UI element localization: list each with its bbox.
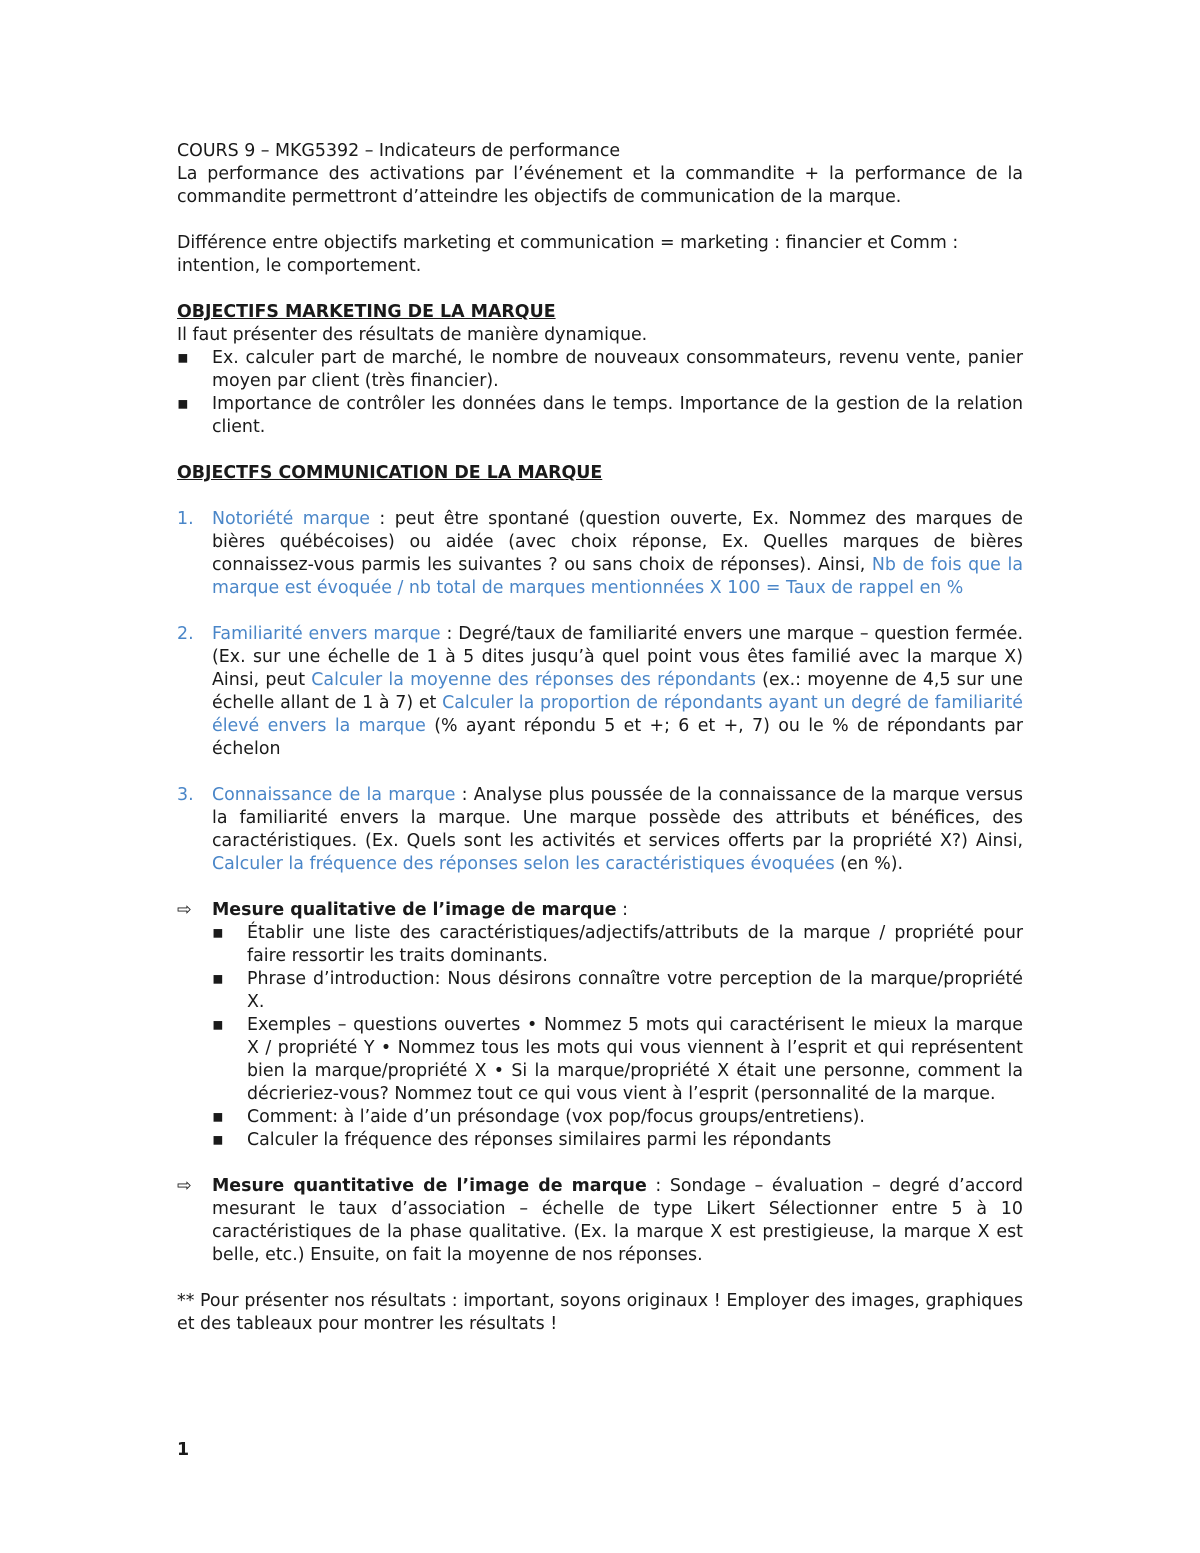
highlight-text: Nb de fois que la marque est évoquée / nb total de marques mentionnées X 100 = Taux de rappel en %: [212, 555, 1023, 598]
qualitative-bullet-item: ▪ Comment: à l’aide d’un présondage (vox pop/focus groups/entretiens).: [212, 1107, 865, 1127]
bullet-square-icon: ▪: [212, 969, 224, 989]
bullet-square-icon: ▪: [177, 348, 189, 368]
intro-paragraph: La performance des activations par l’événement et la commandite + la performance de la commandite permettront d’atteindre les objectifs de communication de la marque.: [177, 164, 1023, 207]
bullet-square-icon: ▪: [212, 1107, 224, 1127]
page-number: 1: [177, 1440, 190, 1460]
bullet-square-icon: ▪: [212, 1015, 224, 1035]
bullet-square-icon: ▪: [212, 1130, 224, 1150]
item-term: Connaissance de la marque: [212, 785, 456, 805]
quantitative-measure-paragraph: ⇨ Mesure quantitative de l’image de marque : Sondage – évaluation – degré d’accord mesurant le taux d’association – échelle de type Likert Sélectionner entre 5 à 10 caractéristiques de la phase qualitative. (Ex. la marque X est prestigieuse, la marque X est belle, etc.) Ensuite, on fait la moyenne de nos réponses.: [177, 1176, 1023, 1265]
list-number: 2.: [177, 624, 194, 644]
document-page: [177, 140, 1023, 1336]
qualitative-measure-heading: ⇨ Mesure qualitative de l’image de marque :: [177, 900, 628, 920]
marketing-heading: OBJECTIFS MARKETING DE LA MARQUE: [177, 302, 556, 322]
highlight-text: Calculer la proportion de répondants ayant un degré de familiarité élevé envers la marque: [212, 693, 1023, 736]
communication-heading: OBJECTFS COMMUNICATION DE LA MARQUE: [177, 463, 603, 483]
communication-item-familiarite: 2. Familiarité envers marque : Degré/taux de familiarité envers une marque – question fermée. (Ex. sur une échelle de 1 à 5 dites jusqu’à quel point vous êtes familié avec la marque X) Ainsi, peut Calculer la moyenne des réponses des répondants (ex.: moyenne de 4,5 sur une échelle allant de 1 à 7) et Calculer la proportion de répondants ayant un degré de familiarité élevé envers la marque (% ayant répondu 5 et +; 6 et +, 7) ou le % de répondants par échelon: [177, 624, 1024, 759]
highlight-text: Calculer la fréquence des réponses selon les caractéristiques évoquées: [212, 854, 835, 874]
communication-item-connaissance: 3. Connaissance de la marque : Analyse plus poussée de la connaissance de la marque versus la familiarité envers la marque. Une marque possède des attributs et bénéfices, des caractéristiques. (Ex. Quels sont les activités et services offerts par la propriété X?) Ainsi, Calculer la fréquence des réponses selon les caractéristiques évoquées (en %).: [177, 785, 1023, 874]
arrow-right-icon: ⇨: [177, 900, 192, 920]
communication-item-notoriete: 1. Notoriété marque : peut être spontané (question ouverte, Ex. Nommez des marques de bières québécoises) ou aidée (avec choix réponse, Ex. Quelles marques de bières connaissez-vous parmis les suivantes ? ou sans choix de réponses). Ainsi, Nb de fois que la marque est évoquée / nb total de marques mentionnées X 100 = Taux de rappel en %: [177, 509, 1024, 598]
qualitative-bullet-item: ▪ Phrase d’introduction: Nous désirons connaître votre perception de la marque/propriété X.: [212, 969, 1023, 1012]
qualitative-bullet-item: ▪ Calculer la fréquence des réponses similaires parmi les répondants: [212, 1130, 832, 1150]
bullet-square-icon: ▪: [212, 923, 224, 943]
difference-paragraph: Différence entre objectifs marketing et communication = marketing : financier et Comm : intention, le comportement.: [177, 233, 959, 276]
marketing-bullet-item: ▪ Importance de contrôler les données dans le temps. Importance de la gestion de la relation client.: [177, 394, 1023, 437]
qualitative-bullet-item: ▪ Exemples – questions ouvertes • Nommez 5 mots qui caractérisent le mieux la marque X / propriété Y • Nommez tous les mots qui vous viennent à l’esprit et qui représentent bien la marque/propriété X • Si la marque/propriété X était une personne, comment la décrieriez-vous? Nommez tout ce qui vous vient à l’esprit (personnalité de la marque.: [212, 1015, 1023, 1104]
bullet-square-icon: ▪: [177, 394, 189, 414]
closing-note: ** Pour présenter nos résultats : important, soyons originaux ! Employer des images, graphiques et des tableaux pour montrer les résultats !: [177, 1291, 1023, 1334]
course-title: COURS 9 – MKG5392 – Indicateurs de performance: [177, 141, 621, 161]
item-term: Notoriété marque: [212, 509, 370, 529]
arrow-right-icon: ⇨: [177, 1176, 192, 1196]
list-number: 1.: [177, 509, 194, 529]
marketing-bullet-item: ▪ Ex. calculer part de marché, le nombre de nouveaux consommateurs, revenu vente, panier moyen par client (très financier).: [177, 348, 1023, 391]
marketing-lead: Il faut présenter des résultats de manière dynamique.: [177, 325, 648, 345]
list-number: 3.: [177, 785, 194, 805]
item-term: Familiarité envers marque: [212, 624, 441, 644]
highlight-text: Calculer la moyenne des réponses des répondants: [311, 670, 756, 690]
qualitative-bullet-item: ▪ Établir une liste des caractéristiques/adjectifs/attributs de la marque / propriété pour faire ressortir les traits dominants.: [212, 923, 1023, 966]
